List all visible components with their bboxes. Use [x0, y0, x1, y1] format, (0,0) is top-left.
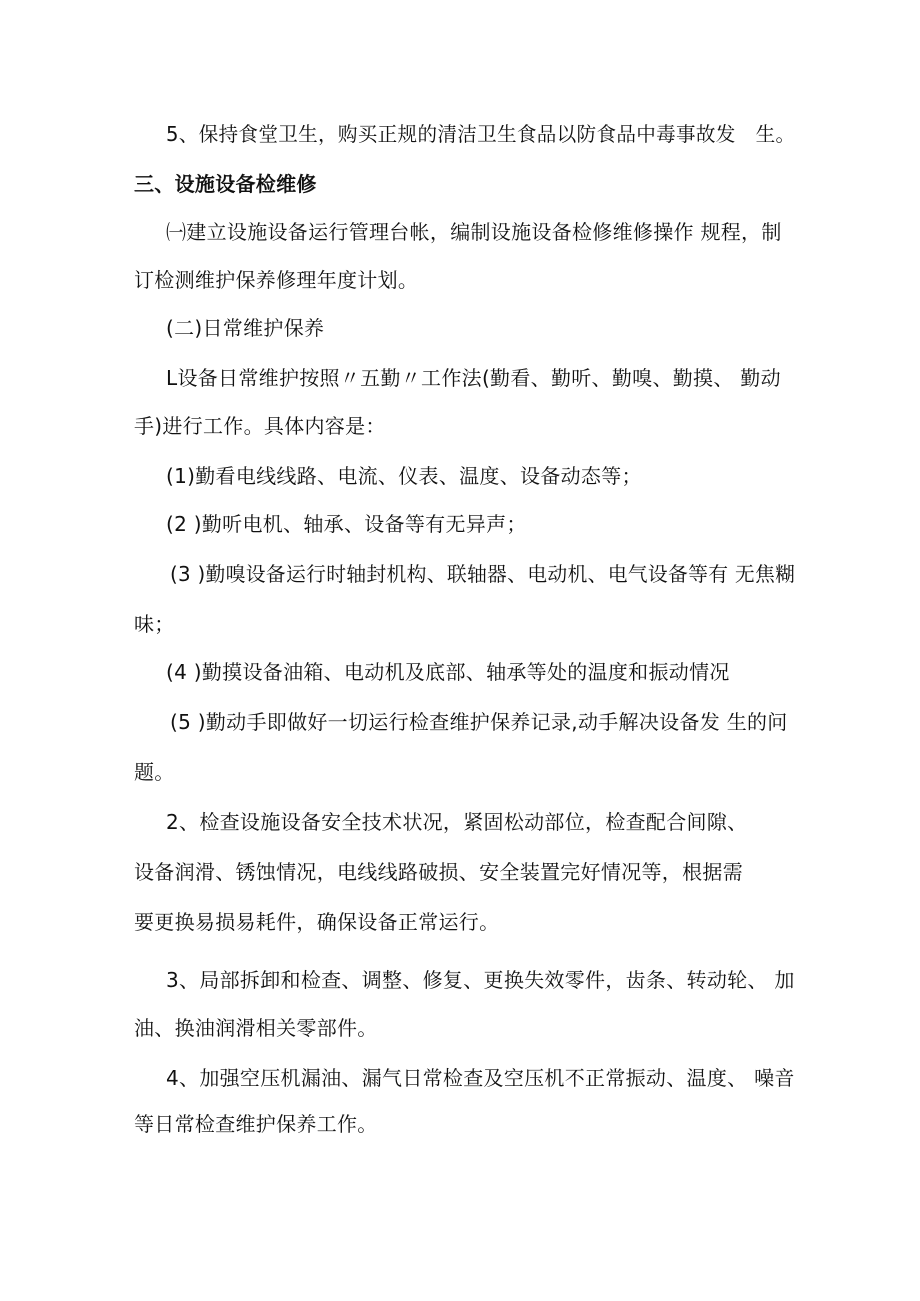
paragraph-disassembly-line-1: 3、局部拆卸和检查、调整、修复、更换失效零件，齿条、转动轮、 加 [166, 968, 795, 992]
paragraph-canteen-hygiene: 5、保持食堂卫生，购买正规的清洁卫生食品以防食品中毒事故发 生。 [166, 122, 796, 146]
paragraph-five-diligence-line-2: 手)进行工作。具体内容是： [134, 414, 386, 438]
list-item-look: (1)勤看电线线路、电流、仪表、温度、设备动态等； [166, 464, 642, 488]
list-item-smell-line-1: (3 )勤嗅设备运行时轴封机构、联轴器、电动机、电气设备等有 无焦糊 [170, 562, 796, 586]
subheading-daily-maintenance: (二)日常维护保养 [166, 316, 325, 340]
list-item-smell-line-2: 味； [134, 612, 175, 636]
paragraph-compressor-line-1: 4、加强空压机漏油、漏气日常检查及空压机不正常振动、温度、 噪音 [166, 1066, 795, 1090]
paragraph-safety-check-line-1: 2、检查设施设备安全技术状况，紧固松动部位，检查配合间隙、 [166, 810, 748, 834]
paragraph-ledger-line-1: ㈠建立设施设备运行管理台帐，编制设施设备检修维修操作 规程，制 [166, 220, 782, 244]
list-item-act-line-2: 题。 [134, 760, 175, 784]
list-item-listen: (2 )勤听电机、轴承、设备等有无异声； [166, 512, 527, 536]
paragraph-safety-check-line-2: 设备润滑、锈蚀情况，电线线路破损、安全装置完好情况等，根据需 [134, 860, 743, 884]
paragraph-compressor-line-2: 等日常检查维护保养工作。 [134, 1112, 378, 1136]
paragraph-safety-check-line-3: 要更换易损易耗件，确保设备正常运行。 [134, 910, 500, 934]
paragraph-disassembly-line-2: 油、换油润滑相关零部件。 [134, 1016, 378, 1040]
list-item-act-line-1: (5 )勤动手即做好一切运行检查维护保养记录,动手解决设备发 生的问 [170, 710, 788, 734]
paragraph-five-diligence-line-1: L设备日常维护按照〃五勤〃工作法(勤看、勤听、勤嗅、勤摸、 勤动 [166, 366, 781, 390]
list-item-touch: (4 )勤摸设备油箱、电动机及底部、轴承等处的温度和振动情况 [166, 660, 730, 684]
paragraph-ledger-line-2: 订检测维护保养修理年度计划。 [134, 268, 419, 292]
section-heading-maintenance: 三、设施设备检维修 [134, 172, 317, 196]
